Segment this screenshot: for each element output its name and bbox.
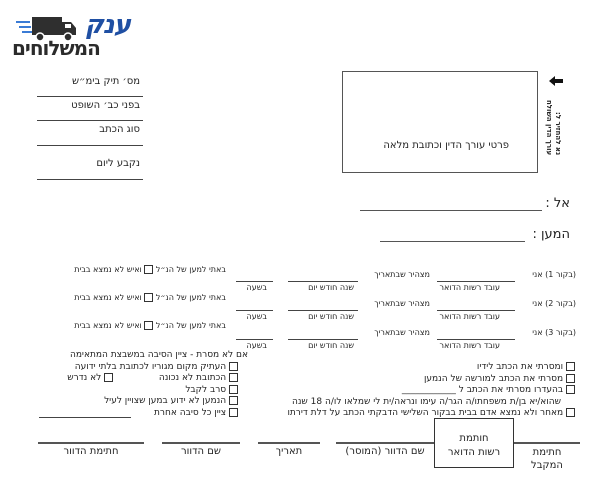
visit-1-worker-field[interactable]: [437, 281, 515, 282]
address-label: המען :: [532, 227, 570, 242]
delivery-option-hand: [287, 362, 575, 374]
visit-2-hour-label: בשעה: [246, 312, 267, 321]
reason-not-claimed-label: לא נדרש: [67, 373, 102, 383]
visit-3-hour-label: בשעה: [246, 341, 267, 350]
reason-wrong-address-label: הכתובת לא נכונה: [158, 373, 227, 383]
visit-3-hour-field[interactable]: [236, 339, 273, 340]
visit-2-date-label: שנה חודש יום: [308, 312, 354, 321]
visit-3-arrived: [74, 321, 226, 330]
recipient-signature-label: חתימת המקבל: [531, 447, 563, 471]
non-delivery-heading: אם לא מסרת - ציין הסיבה במשבצת המתאימה: [69, 350, 248, 360]
visit-3-arrived-label: באתי למען של הנ״ל: [155, 321, 226, 330]
sender-address-label: פרטי עורך הדין וכתובת מלאה: [383, 140, 509, 151]
visit-2-hour-field[interactable]: [236, 310, 273, 311]
stamp-label-line2: רשות הדואר: [447, 447, 501, 458]
courier-name-label: שם הדוור: [181, 446, 221, 457]
delivery-option-family-note: שהוא/יא בן/ת משפחתו/ה הגר/ה עימו ונראה/ית לי שמלאו לו/ה 18 שנה: [291, 396, 561, 407]
visit-1-worker-label: עובד רשות הדואר: [439, 283, 500, 292]
visit-2-nobody-checkbox[interactable]: [144, 293, 153, 302]
visit-3-worker-field[interactable]: [437, 339, 515, 340]
logo-brand-bottom: המשלוחים: [12, 36, 100, 60]
case-number-field[interactable]: [37, 96, 143, 97]
logo-brand-top: ענק: [84, 10, 130, 40]
reason-refused-checkbox[interactable]: [229, 385, 238, 394]
reason-unknown-label: הנמען לא ידוע במען שצויין לעיל: [104, 396, 227, 406]
visit-3-worker-label: עובד רשות הדואר: [439, 341, 500, 350]
deliverer-name-label: שם הדוור (המוסר): [345, 446, 425, 457]
to-field[interactable]: [360, 210, 542, 211]
address-field[interactable]: [380, 241, 525, 242]
visit-1-arrived-label: באתי למען של הנ״ל: [155, 265, 226, 274]
judge-field[interactable]: [37, 120, 143, 121]
delivery-option-family: [287, 385, 575, 397]
visit-3-nobody-checkbox[interactable]: [144, 321, 153, 330]
recipient-signature-field[interactable]: [514, 442, 580, 444]
arrow-left-icon: [549, 76, 563, 86]
delivery-option-hand-checkbox[interactable]: [566, 362, 575, 371]
delivery-options: [287, 362, 575, 420]
visit-1-nobody-label: ואיש לא נמצא בבית: [74, 265, 142, 274]
visit-2-worker-field[interactable]: [437, 310, 515, 311]
return-note: [544, 100, 562, 155]
document-type-field[interactable]: [37, 145, 143, 146]
visit-2-declare-label: מצהיר שבתאריך: [374, 299, 430, 308]
reason-unknown: [67, 396, 248, 408]
scheduled-date-field[interactable]: [37, 179, 143, 180]
visit-1-date-field[interactable]: [288, 281, 358, 282]
reason-moved: [67, 362, 248, 374]
stamp-label-line1: חותמת: [459, 433, 489, 444]
case-number-label: מס׳ תיק בימ״ש: [71, 76, 140, 87]
reason-unknown-checkbox[interactable]: [229, 396, 238, 405]
delivery-option-authorized: [287, 374, 575, 386]
delivery-option-family-label: בהעדרו מסרתי את הכתב ל ____________: [401, 385, 564, 395]
scheduled-date-label: נקבע ליום: [96, 158, 140, 169]
visit-1-arrived: [74, 265, 226, 274]
delivery-option-door-label: מאחר ולא נמצא אדם בבית בבקור השלישי הדבקתי הכתב על דלת דירתו: [287, 408, 564, 418]
company-logo: [12, 12, 130, 60]
visit-1-hour-label: בשעה: [246, 283, 267, 292]
visit-2-label: (בקור 2) אני: [532, 299, 576, 308]
delivery-option-family-checkbox[interactable]: [566, 385, 575, 394]
reason-refused: [67, 385, 248, 397]
return-note-line1: נא להחזיר ל:: [554, 112, 562, 156]
reason-moved-checkbox[interactable]: [229, 362, 238, 371]
visit-2-date-field[interactable]: [288, 310, 358, 311]
to-label: אל :: [545, 196, 570, 211]
visit-2-arrived: [74, 293, 226, 302]
visit-1-hour-field[interactable]: [236, 281, 273, 282]
delivery-option-door: [287, 408, 575, 420]
reason-other-label: ציין כל סיבה אחרת: [154, 407, 227, 418]
judge-label: בפני כב׳ השופט: [71, 100, 140, 111]
visit-2-worker-label: עובד רשות הדואר: [439, 312, 500, 321]
visit-1-date-label: שנה חודש יום: [308, 283, 354, 292]
postal-stamp-box[interactable]: [434, 418, 514, 468]
other-reason-field[interactable]: [39, 417, 131, 418]
visit-1-nobody-checkbox[interactable]: [144, 265, 153, 274]
non-delivery-section: [67, 350, 248, 419]
sender-address-box[interactable]: [342, 71, 538, 173]
reason-moved-label: העתיק מקום מגוריו לכתובת בלתי ידועה: [74, 361, 227, 372]
visit-3-declare-label: מצהיר שבתאריך: [374, 328, 430, 337]
visit-2-arrived-label: באתי למען של הנ״ל: [155, 293, 226, 302]
document-type-label: סוג הכתב: [99, 124, 140, 135]
visit-1-declare-label: מצהיר שבתאריך: [374, 270, 430, 279]
date-label: תאריך: [275, 446, 303, 457]
visit-3-label: (בקור 3) אני: [532, 328, 576, 337]
courier-name-field[interactable]: [162, 442, 240, 444]
delivery-option-hand-label: ומסרתי את הכתב לידיו: [476, 362, 564, 372]
reason-wrong-address-checkbox[interactable]: [229, 373, 238, 382]
courier-signature-field[interactable]: [38, 442, 144, 444]
return-note-line2: עורך הדין השולח: [545, 100, 553, 156]
delivery-option-authorized-label: מסרתי את הכתב למורשה של הנמען: [423, 373, 564, 384]
courier-signature-label: חתימת הדוור: [63, 446, 119, 457]
visit-3-date-label: שנה חודש יום: [308, 341, 354, 350]
delivery-option-door-checkbox[interactable]: [566, 408, 575, 417]
reason-not-claimed-checkbox[interactable]: [104, 373, 113, 382]
visit-3-date-field[interactable]: [288, 339, 358, 340]
date-field[interactable]: [258, 442, 320, 444]
deliverer-name-field[interactable]: [336, 442, 434, 444]
visit-2-nobody-label: ואיש לא נמצא בבית: [74, 293, 142, 302]
reason-other-checkbox[interactable]: [229, 408, 238, 417]
visit-3-nobody-label: ואיש לא נמצא בבית: [74, 321, 142, 330]
reason-refused-label: סרב לקבל: [185, 384, 227, 395]
reason-wrong-address: [67, 373, 248, 385]
delivery-option-authorized-checkbox[interactable]: [566, 374, 575, 383]
visit-1-label: (בקור 1) אני: [532, 270, 576, 279]
